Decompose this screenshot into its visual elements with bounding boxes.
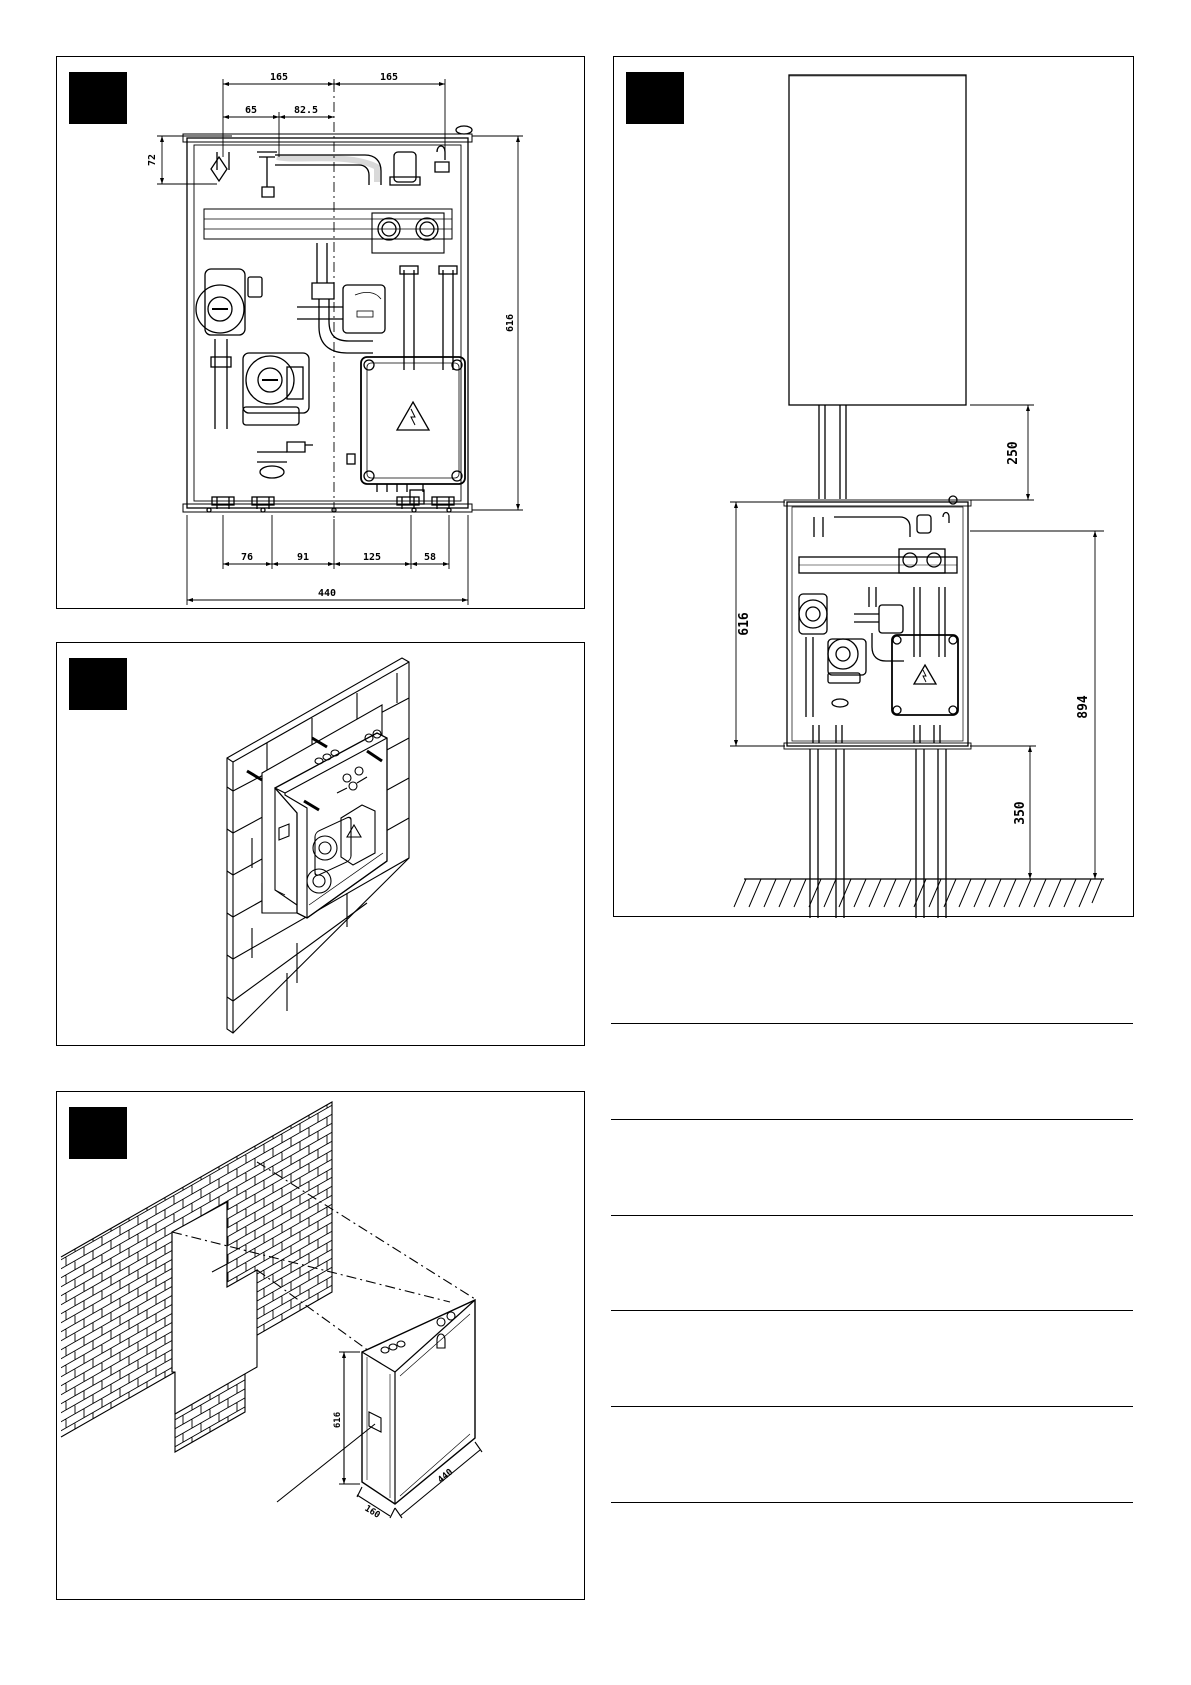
dim-58: 58: [423, 552, 437, 563]
dim-top-right-165: 165: [379, 72, 399, 83]
front-view-drawing: [57, 57, 586, 610]
recess-install-drawing: [57, 643, 586, 1047]
dim-894: 894: [1076, 695, 1091, 719]
dim-350: 350: [1013, 801, 1028, 825]
boiler-layout-drawing: [614, 57, 1135, 918]
text-rule: [611, 1502, 1133, 1503]
dim-440: 440: [317, 588, 337, 599]
dim-76: 76: [240, 552, 254, 563]
dim-616: 616: [333, 1411, 343, 1429]
figure-front-view: [56, 56, 585, 609]
text-rule: [611, 1310, 1133, 1311]
dim-160: 160: [362, 1503, 382, 1521]
dim-72: 72: [147, 153, 158, 167]
dim-440: 440: [436, 1467, 456, 1486]
dim-91: 91: [296, 552, 310, 563]
dim-top-left-165: 165: [269, 72, 289, 83]
dim-125: 125: [362, 552, 382, 563]
wall-recess-drawing: [57, 1092, 586, 1601]
text-rule: [611, 1215, 1133, 1216]
dim-616: 616: [505, 313, 516, 333]
dim-250: 250: [1006, 441, 1021, 465]
dim-616: 616: [737, 612, 752, 636]
text-rule: [611, 1406, 1133, 1407]
text-rule: [611, 1023, 1133, 1024]
figure-wall-recess: [56, 1091, 585, 1600]
dim-82-5: 82.5: [293, 105, 319, 116]
figure-boiler-layout: [613, 56, 1134, 917]
figure-recess-install: [56, 642, 585, 1046]
dim-65: 65: [244, 105, 258, 116]
text-rule: [611, 1119, 1133, 1120]
